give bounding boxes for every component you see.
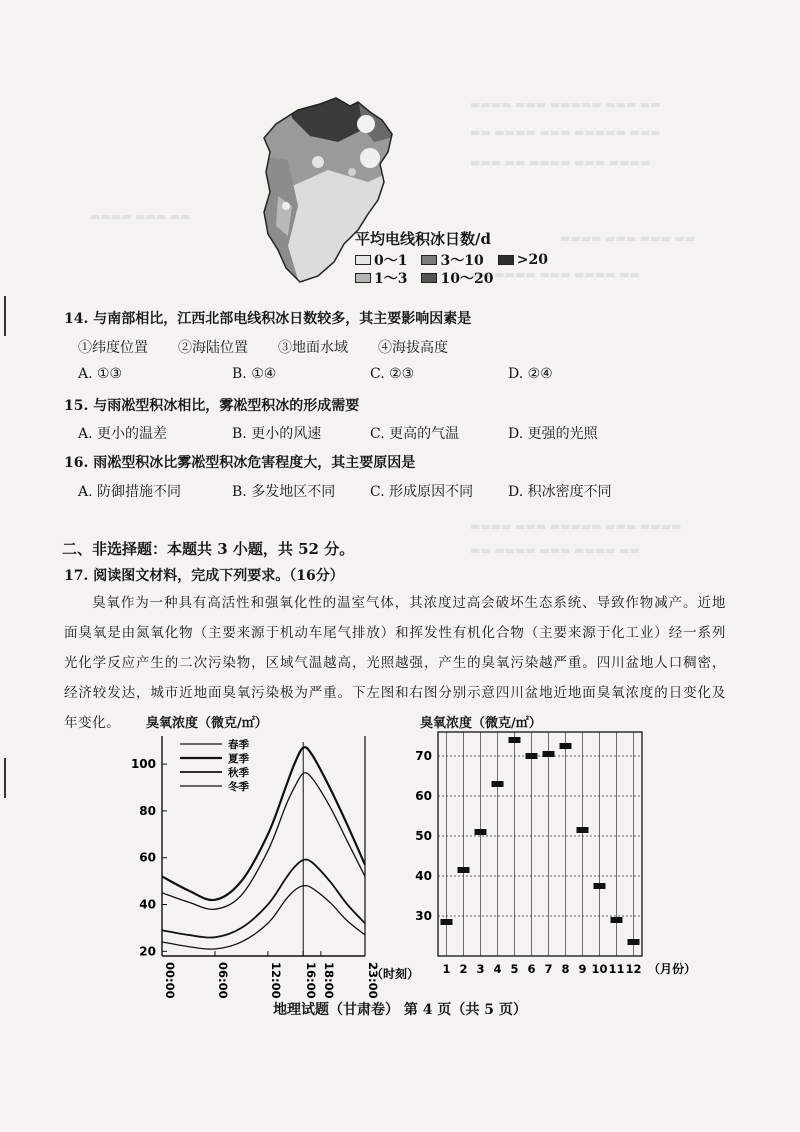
month-value-marker (628, 939, 640, 945)
binding-mark (4, 296, 6, 336)
legend-swatch (355, 273, 371, 283)
question-15-stem: 15. 与雨凇型积冰相比，雾凇型积冰的形成需要 (64, 398, 360, 414)
question-17-stem: 17. 阅读图文材料，完成下列要求。（16分） (64, 568, 344, 584)
legend-swatch (498, 255, 514, 265)
map-legend-row-1 (355, 250, 548, 270)
month-value-marker (458, 867, 470, 873)
q16-option-d[interactable]: D. 积冰密度不同 (508, 484, 612, 500)
q14-factor-3: ③地面水域 (278, 340, 348, 356)
binding-mark (4, 758, 6, 798)
q14-option-b[interactable]: B. ①④ (232, 366, 277, 382)
page-footer: 地理试题（甘肃卷） 第 4 页（共 5 页） (273, 1002, 527, 1018)
x-tick-label: 8 (561, 962, 570, 976)
legend-swatch (355, 255, 371, 265)
x-tick-label: 06:00 (215, 962, 230, 999)
legend-item: 0～1 (355, 250, 407, 270)
month-value-marker (475, 829, 487, 835)
x-tick-label: 3 (476, 962, 485, 976)
x-tick-label: 4 (493, 962, 502, 976)
month-value-marker (492, 781, 504, 787)
q15-option-d[interactable]: D. 更强的光照 (508, 426, 598, 442)
month-value-marker (560, 743, 572, 749)
month-value-marker (594, 883, 606, 889)
q14-option-a[interactable]: A. ①③ (78, 366, 123, 382)
q14-option-c[interactable]: C. ②③ (370, 366, 415, 382)
q16-option-c[interactable]: C. 形成原因不同 (370, 484, 474, 500)
x-axis-label: （时刻） (371, 967, 420, 981)
x-tick-label: 00:00 (163, 962, 177, 999)
question-16-stem: 16. 雨凇型积冰比雾凇型积冰危害程度大，其主要原因是 (64, 455, 416, 471)
x-tick-label: 6 (527, 962, 536, 976)
question-17-material: 臭氧作为一种具有高活性和强氧化性的温室气体，其浓度过高会破坏生态系统、导致作物减产。近地面臭氧是由氮氧化物（主要来源于机动车尾气排放）和挥发性有机化合物（主要来源于化工业）经一系列光化学反应产生的二次污染物，区域气温越高，光照越强，产生的臭氧污染越严重。四川盆地人口稠密，经济较发达，城市近地面臭氧污染极为严重。下左图和右图分别示意四川盆地近地面臭氧浓度的日变化及年变化。 (64, 595, 726, 731)
x-tick-label: 16:00 (304, 962, 319, 999)
annual-ozone-chart (410, 728, 710, 988)
y-tick-label: 40 (415, 869, 432, 883)
exam-page: ▬▬▬▬ ▬▬▬ ▬▬▬▬▬ ▬▬▬ ▬▬ ▬▬ ▬▬▬▬ ▬▬▬ ▬▬▬▬▬ ▬▬▬ ▬▬▬ ▬▬ ▬▬▬▬ ▬▬▬ ▬▬▬▬ ▬▬▬▬ ▬▬▬ ▬▬ ▬▬▬▬ ▬▬▬ ▬▬▬ ▬▬ ▬▬ ▬▬▬▬ ▬▬▬ ▬▬▬▬ ▬▬ ▬▬▬▬ ▬▬▬ ▬▬▬▬▬ ▬▬▬ ▬▬▬▬ ▬▬ ▬▬▬▬ ▬▬▬ ▬▬▬▬ ▬▬ 平均电线积冰日数/d 0～1 3～10 >20 1～3 10～20 14. 与南部相比，江西北部电线积冰日数较多，其主要影响因素是 ①纬度位置 ②海陆位置 ③地面水域 ④海拔高度 A. ①③ B. ①④ C. ②③ D. ②④ 15. 与雨凇型积冰相比，雾凇型积冰的形成需要 A. 更小的温差 B. 更小的风速 C. 更高的气温 D. 更强的光照 16. 雨凇型积冰比雾凇型积冰危害程度大，其主要原因是 A. 防御措施不同 B. 多发地区不同 C. 形成原因不同 D. 积冰密度不同 二、非选择题：本题共 3 小题，共 52 分。 17. 阅读图文材料，完成下列要求。（16分） 臭氧作为一种具有高活性和强氧化性的温室气体，其浓度过高会破坏生态系统、导致作物减产。近地面臭氧是由氮氧化物（主要来源于机动车尾气排放）和挥发性有机化合物（主要来源于化工业）经一系列光化学反应产生的二次污染物，区域气温越高，光照越强，产生的臭氧污染越严重。四川盆地人口稠密，经济较发达，城市近地面臭氧污染极为严重。下左图和右图分别示意四川盆地近地面臭氧浓度的日变化及年变化。 臭氧浓度（微克/㎡） 20 40 60 80 100 00:00 06:00 12:00 16:00 18:00 23:00 （时刻） 春季 夏季 秋季 冬季 臭氧浓度（微克/㎡） 30 40 50 60 70 1 2 3 4 5 6 7 8 9 10 11 12 （月份） 地理试题（甘肃卷） 第 4 页（共 5 页） (0, 0, 800, 1132)
q15-option-a[interactable]: A. 更小的温差 (78, 426, 168, 442)
legend-item: 10～20 (421, 268, 493, 288)
y-tick-label: 40 (139, 897, 156, 912)
legend-label: 夏季 (228, 753, 249, 765)
q14-option-d[interactable]: D. ②④ (508, 366, 553, 382)
x-tick-label: 18:00 (321, 962, 336, 999)
y-tick-label: 30 (415, 909, 432, 923)
q14-factor-2: ②海陆位置 (178, 340, 248, 356)
x-tick-label: 23:00 (366, 962, 380, 999)
series-line-4 (162, 886, 365, 950)
y-tick-label: 70 (415, 749, 432, 763)
x-tick-label: 11 (608, 962, 625, 976)
x-tick-label: 12 (625, 962, 642, 976)
q15-option-c[interactable]: C. 更高的气温 (370, 426, 460, 442)
right-chart-ylabel: 臭氧浓度（微克/㎡） (420, 716, 542, 731)
x-tick-label: 5 (510, 962, 519, 976)
legend-label: 秋季 (228, 767, 249, 779)
map-legend-title: 平均电线积冰日数/d (355, 230, 491, 248)
y-tick-label: 20 (139, 944, 156, 959)
x-axis-label: （月份） (648, 962, 697, 976)
left-chart-ylabel: 臭氧浓度（微克/㎡） (146, 716, 268, 731)
x-tick-label: 10 (591, 962, 608, 976)
y-tick-label: 60 (415, 789, 432, 803)
legend-label: 冬季 (228, 781, 249, 793)
legend-item: 3～10 (421, 250, 483, 270)
month-value-marker (441, 919, 453, 925)
month-value-marker (543, 751, 555, 757)
legend-swatch (421, 255, 437, 265)
y-tick-label: 80 (139, 803, 156, 818)
series-line-2 (162, 747, 365, 900)
q14-factor-4: ④海拔高度 (378, 340, 448, 356)
x-tick-label: 9 (578, 962, 587, 976)
month-value-marker (577, 827, 589, 833)
diurnal-ozone-chart (120, 728, 420, 1003)
y-tick-label: 50 (415, 829, 432, 843)
legend-item: >20 (498, 252, 548, 268)
q14-factor-1: ①纬度位置 (78, 340, 148, 356)
q16-option-b[interactable]: B. 多发地区不同 (232, 484, 336, 500)
x-tick-label: 2 (459, 962, 468, 976)
section-title: 二、非选择题：本题共 3 小题，共 52 分。 (62, 540, 355, 558)
question-14-stem: 14. 与南部相比，江西北部电线积冰日数较多，其主要影响因素是 (64, 311, 472, 327)
q15-option-b[interactable]: B. 更小的风速 (232, 426, 322, 442)
x-tick-label: 12:00 (268, 962, 283, 999)
x-tick-label: 1 (442, 962, 451, 976)
map-legend-row-2 (355, 268, 493, 288)
month-value-marker (611, 917, 623, 923)
y-tick-label: 60 (139, 850, 156, 865)
y-tick-label: 100 (130, 757, 156, 772)
legend-item: 1～3 (355, 268, 407, 288)
x-tick-label: 7 (544, 962, 553, 976)
legend-label: 春季 (228, 739, 249, 751)
legend-swatch (421, 273, 437, 283)
month-value-marker (526, 753, 538, 759)
series-line-3 (162, 860, 365, 938)
month-value-marker (509, 737, 521, 743)
q16-option-a[interactable]: A. 防御措施不同 (78, 484, 182, 500)
